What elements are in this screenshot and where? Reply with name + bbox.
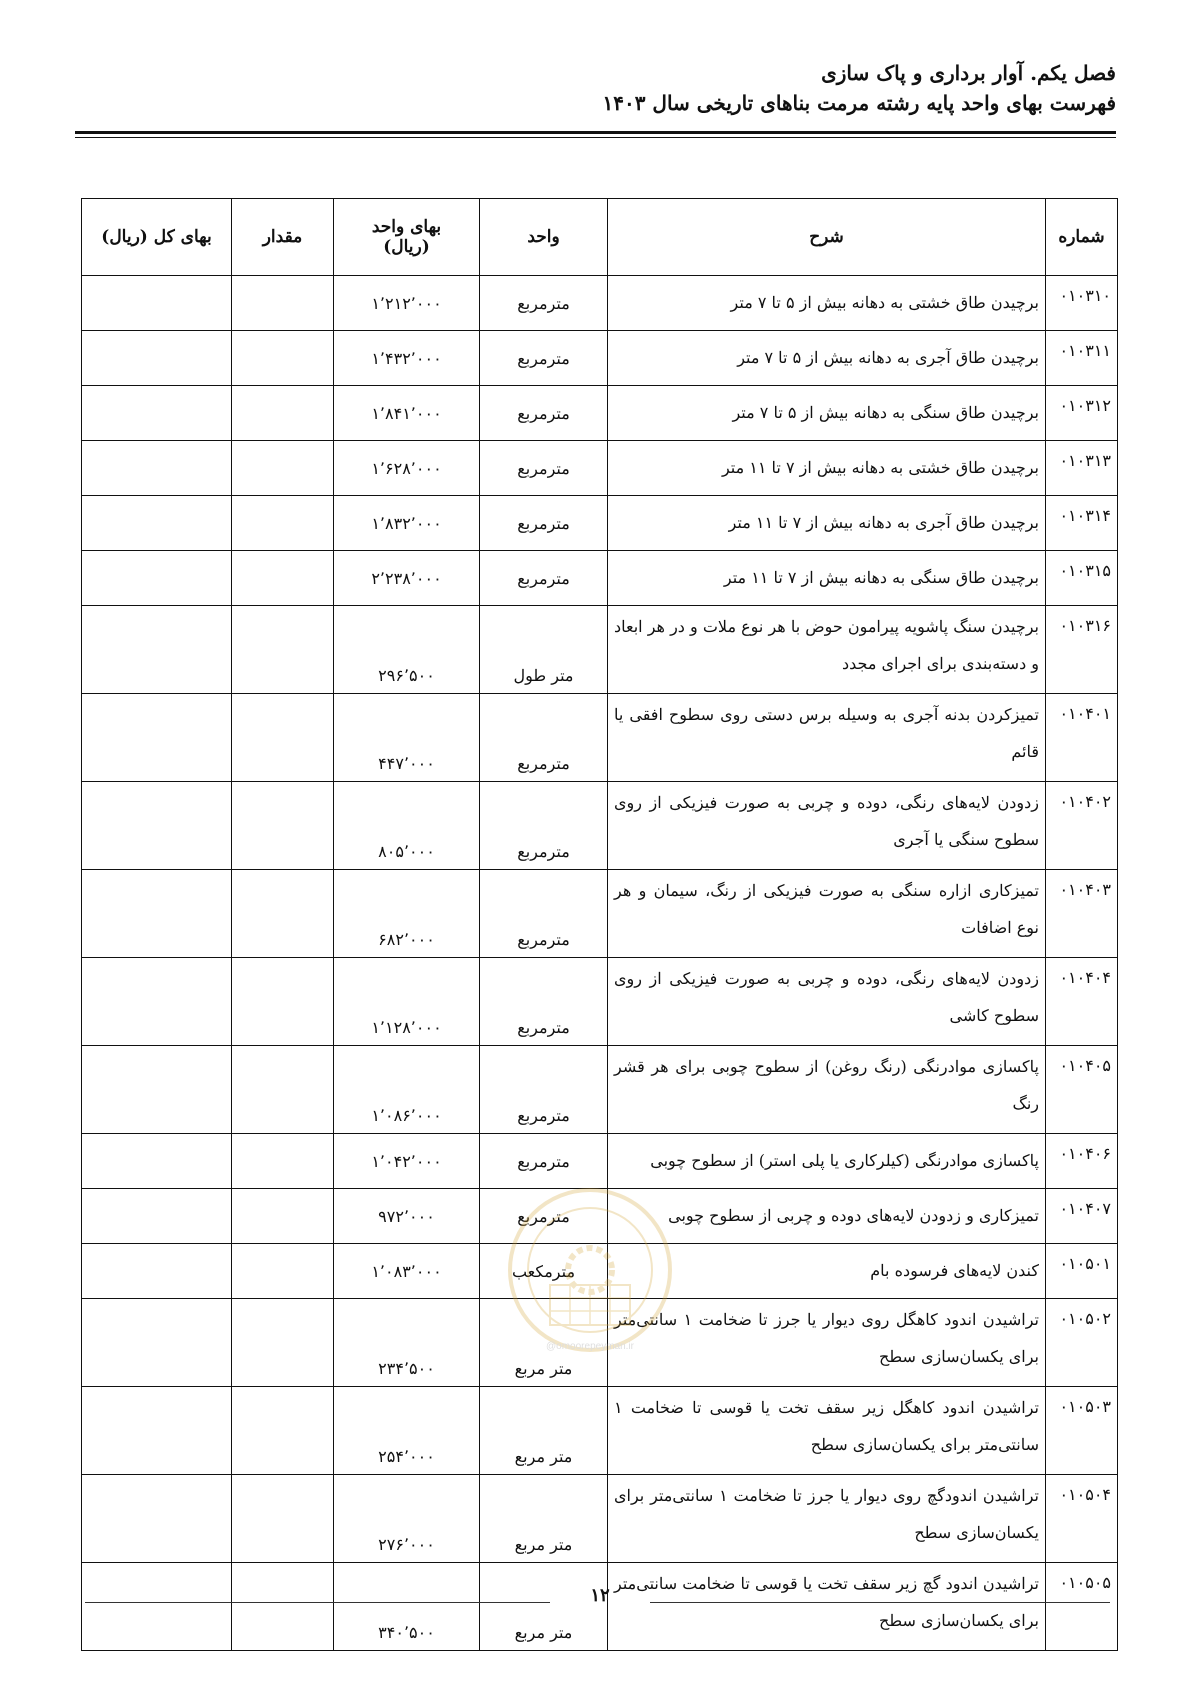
item-total-price	[82, 1475, 232, 1563]
item-description: برچیدن سنگ پاشویه پیرامون حوض با هر نوع ملات و در هر ابعاد و دسته‌بندی برای اجرای مجدد	[608, 606, 1046, 694]
item-description: پاکسازی موادرنگی (کیلرکاری یا پلی استر) از سطوح چوبی	[608, 1134, 1046, 1189]
item-description: برچیدن طاق خشتی به دهانه بیش از ۵ تا ۷ متر	[608, 276, 1046, 331]
item-description: تمیزکردن بدنه آجری به وسیله برس دستی روی سطوح افقی یا قائم	[608, 694, 1046, 782]
item-unit-price: ۱٬۰۴۲٬۰۰۰	[334, 1134, 480, 1189]
item-description: برچیدن طاق خشتی به دهانه بیش از ۷ تا ۱۱ متر	[608, 441, 1046, 496]
item-code: ۰۱۰۴۰۶	[1046, 1134, 1118, 1189]
item-description: تراشیدن اندود کاهگل روی دیوار یا جرز تا ضخامت ۱ سانتی‌متر برای یکسان‌سازی سطح	[608, 1299, 1046, 1387]
item-unit-price: ۲۷۶٬۰۰۰	[334, 1475, 480, 1563]
item-unit: مترمربع	[480, 551, 608, 606]
item-total-price	[82, 1189, 232, 1244]
table-row	[82, 958, 1118, 1046]
item-unit: مترمربع	[480, 386, 608, 441]
item-description: تراشیدن اندود گچ زیر سقف تخت یا قوسی تا ضخامت سانتی‌متر برای یکسان‌سازی سطح	[608, 1563, 1046, 1651]
item-total-price	[82, 606, 232, 694]
table-row	[82, 870, 1118, 958]
item-code: ۰۱۰۳۱۳	[1046, 441, 1118, 496]
table-row	[82, 1134, 1118, 1189]
item-description: برچیدن طاق سنگی به دهانه بیش از ۵ تا ۷ متر	[608, 386, 1046, 441]
table-row	[82, 1244, 1118, 1299]
item-unit: مترمربع	[480, 276, 608, 331]
item-total-price	[82, 496, 232, 551]
item-quantity	[232, 782, 334, 870]
item-unit: متر مربع	[480, 1475, 608, 1563]
table-row	[82, 1387, 1118, 1475]
item-code: ۰۱۰۳۱۵	[1046, 551, 1118, 606]
item-unit-price: ۲۵۴٬۰۰۰	[334, 1387, 480, 1475]
table-row	[82, 1563, 1118, 1651]
item-total-price	[82, 958, 232, 1046]
item-code: ۰۱۰۴۰۳	[1046, 870, 1118, 958]
item-unit: مترمربع	[480, 1134, 608, 1189]
table-row	[82, 276, 1118, 331]
item-total-price	[82, 331, 232, 386]
item-quantity	[232, 1189, 334, 1244]
item-quantity	[232, 1134, 334, 1189]
item-quantity	[232, 606, 334, 694]
item-unit-price: ۱٬۲۱۲٬۰۰۰	[334, 276, 480, 331]
item-total-price	[82, 441, 232, 496]
item-unit-price: ۳۴۰٬۵۰۰	[334, 1563, 480, 1651]
item-quantity	[232, 1244, 334, 1299]
unit-price-label: بهای واحد	[371, 217, 442, 237]
watermark-text: @omoorepeyman.ir	[546, 1341, 634, 1352]
table-row	[82, 331, 1118, 386]
item-quantity	[232, 496, 334, 551]
item-code: ۰۱۰۵۰۵	[1046, 1563, 1118, 1651]
item-description: کندن لایه‌های فرسوده بام	[608, 1244, 1046, 1299]
footer-rule-right	[650, 1602, 1110, 1603]
item-unit: متر مربع	[480, 1387, 608, 1475]
table-row	[82, 441, 1118, 496]
chapter-title: فصل یکم. آوار برداری و پاک سازی	[821, 61, 1116, 85]
table-row	[82, 782, 1118, 870]
table-row	[82, 1046, 1118, 1134]
page-number: ۱۲	[590, 1585, 610, 1606]
item-unit: مترمربع	[480, 1189, 608, 1244]
item-unit: مترمکعب	[480, 1244, 608, 1299]
item-code: ۰۱۰۳۱۶	[1046, 606, 1118, 694]
item-description: برچیدن طاق آجری به دهانه بیش از ۷ تا ۱۱ متر	[608, 496, 1046, 551]
item-description: تمیزکاری و زدودن لایه‌های دوده و چربی از سطوح چوبی	[608, 1189, 1046, 1244]
item-quantity	[232, 958, 334, 1046]
item-unit: مترمربع	[480, 331, 608, 386]
footer-rule-left	[85, 1602, 550, 1603]
item-unit-price: ۶۸۲٬۰۰۰	[334, 870, 480, 958]
item-description: تمیزکاری ازاره سنگی به صورت فیزیکی از رنگ، سیمان و هر نوع اضافات	[608, 870, 1046, 958]
item-unit: متر مربع	[480, 1563, 608, 1651]
price-list-table	[81, 198, 1118, 1651]
item-unit-price: ۱٬۱۲۸٬۰۰۰	[334, 958, 480, 1046]
item-unit: مترمربع	[480, 694, 608, 782]
item-description: برچیدن طاق سنگی به دهانه بیش از ۷ تا ۱۱ متر	[608, 551, 1046, 606]
item-description: تراشیدن اندودگچ روی دیوار یا جرز تا ضخامت ۱ سانتی‌متر برای یکسان‌سازی سطح	[608, 1475, 1046, 1563]
item-code: ۰۱۰۴۰۷	[1046, 1189, 1118, 1244]
item-code: ۰۱۰۳۱۱	[1046, 331, 1118, 386]
item-code: ۰۱۰۴۰۵	[1046, 1046, 1118, 1134]
item-unit-price: ۲٬۲۳۸٬۰۰۰	[334, 551, 480, 606]
table-row	[82, 386, 1118, 441]
item-description: برچیدن طاق آجری به دهانه بیش از ۵ تا ۷ متر	[608, 331, 1046, 386]
table-row	[82, 1475, 1118, 1563]
col-header-unit-price	[334, 199, 480, 276]
item-quantity	[232, 1475, 334, 1563]
item-code: ۰۱۰۳۱۲	[1046, 386, 1118, 441]
item-quantity	[232, 276, 334, 331]
item-unit-price: ۸۰۵٬۰۰۰	[334, 782, 480, 870]
item-unit: متر طول	[480, 606, 608, 694]
item-unit: مترمربع	[480, 496, 608, 551]
item-unit: مترمربع	[480, 958, 608, 1046]
item-quantity	[232, 441, 334, 496]
col-header-total-price: بهای کل (ریال)	[82, 199, 232, 276]
item-code: ۰۱۰۴۰۲	[1046, 782, 1118, 870]
item-description: پاکسازی موادرنگی (رنگ روغن) از سطوح چوبی برای هر قشر رنگ	[608, 1046, 1046, 1134]
item-quantity	[232, 1387, 334, 1475]
item-total-price	[82, 1134, 232, 1189]
table-row	[82, 496, 1118, 551]
col-header-quantity: مقدار	[232, 199, 334, 276]
table-row	[82, 606, 1118, 694]
item-quantity	[232, 1046, 334, 1134]
item-total-price	[82, 1244, 232, 1299]
item-quantity	[232, 870, 334, 958]
page-header	[602, 58, 1116, 118]
item-total-price	[82, 1046, 232, 1134]
item-code: ۰۱۰۳۱۰	[1046, 276, 1118, 331]
header-rule-thick	[75, 131, 1116, 134]
item-quantity	[232, 551, 334, 606]
item-total-price	[82, 1299, 232, 1387]
table-row	[82, 694, 1118, 782]
item-unit-price: ۱٬۶۲۸٬۰۰۰	[334, 441, 480, 496]
item-unit-price: ۴۴۷٬۰۰۰	[334, 694, 480, 782]
col-header-unit: واحد	[480, 199, 608, 276]
table-row	[82, 1299, 1118, 1387]
table-row	[82, 1189, 1118, 1244]
item-unit: مترمربع	[480, 1046, 608, 1134]
item-code: ۰۱۰۳۱۴	[1046, 496, 1118, 551]
item-unit-price: ۱٬۸۳۲٬۰۰۰	[334, 496, 480, 551]
item-quantity	[232, 386, 334, 441]
item-total-price	[82, 551, 232, 606]
item-code: ۰۱۰۴۰۴	[1046, 958, 1118, 1046]
table-header-row	[82, 199, 1118, 276]
item-description: زدودن لایه‌های رنگی، دوده و چربی به صورت فیزیکی از روی سطوح سنگی یا آجری	[608, 782, 1046, 870]
col-header-number: شماره	[1046, 199, 1118, 276]
table-row	[82, 551, 1118, 606]
item-unit-price: ۲۹۶٬۵۰۰	[334, 606, 480, 694]
unit-price-currency: (ریال)	[383, 237, 430, 257]
item-unit-price: ۱٬۰۸۳٬۰۰۰	[334, 1244, 480, 1299]
item-unit-price: ۱٬۸۴۱٬۰۰۰	[334, 386, 480, 441]
item-total-price	[82, 276, 232, 331]
item-total-price	[82, 694, 232, 782]
header-rule-thin	[75, 137, 1116, 138]
col-header-description: شرح	[608, 199, 1046, 276]
item-total-price	[82, 782, 232, 870]
document-title: فهرست بهای واحد پایه رشته مرمت بناهای تاریخی سال ۱۴۰۳	[602, 91, 1116, 115]
item-total-price	[82, 386, 232, 441]
item-description: تراشیدن اندود کاهگل زیر سقف تخت یا قوسی تا ضخامت ۱ سانتی‌متر برای یکسان‌سازی سطح	[608, 1387, 1046, 1475]
item-code: ۰۱۰۵۰۱	[1046, 1244, 1118, 1299]
item-description: زدودن لایه‌های رنگی، دوده و چربی به صورت فیزیکی از روی سطوح کاشی	[608, 958, 1046, 1046]
item-unit: مترمربع	[480, 782, 608, 870]
item-code: ۰۱۰۵۰۳	[1046, 1387, 1118, 1475]
item-unit: مترمربع	[480, 441, 608, 496]
item-code: ۰۱۰۵۰۴	[1046, 1475, 1118, 1563]
item-unit: متر مربع	[480, 1299, 608, 1387]
item-code: ۰۱۰۴۰۱	[1046, 694, 1118, 782]
item-quantity	[232, 1299, 334, 1387]
item-unit-price: ۱٬۴۳۲٬۰۰۰	[334, 331, 480, 386]
item-quantity	[232, 694, 334, 782]
item-unit-price: ۱٬۰۸۶٬۰۰۰	[334, 1046, 480, 1134]
item-quantity	[232, 331, 334, 386]
item-code: ۰۱۰۵۰۲	[1046, 1299, 1118, 1387]
item-unit: مترمربع	[480, 870, 608, 958]
item-total-price	[82, 1563, 232, 1651]
item-unit-price: ۹۷۲٬۰۰۰	[334, 1189, 480, 1244]
item-total-price	[82, 870, 232, 958]
item-quantity	[232, 1563, 334, 1651]
item-total-price	[82, 1387, 232, 1475]
item-unit-price: ۲۳۴٬۵۰۰	[334, 1299, 480, 1387]
